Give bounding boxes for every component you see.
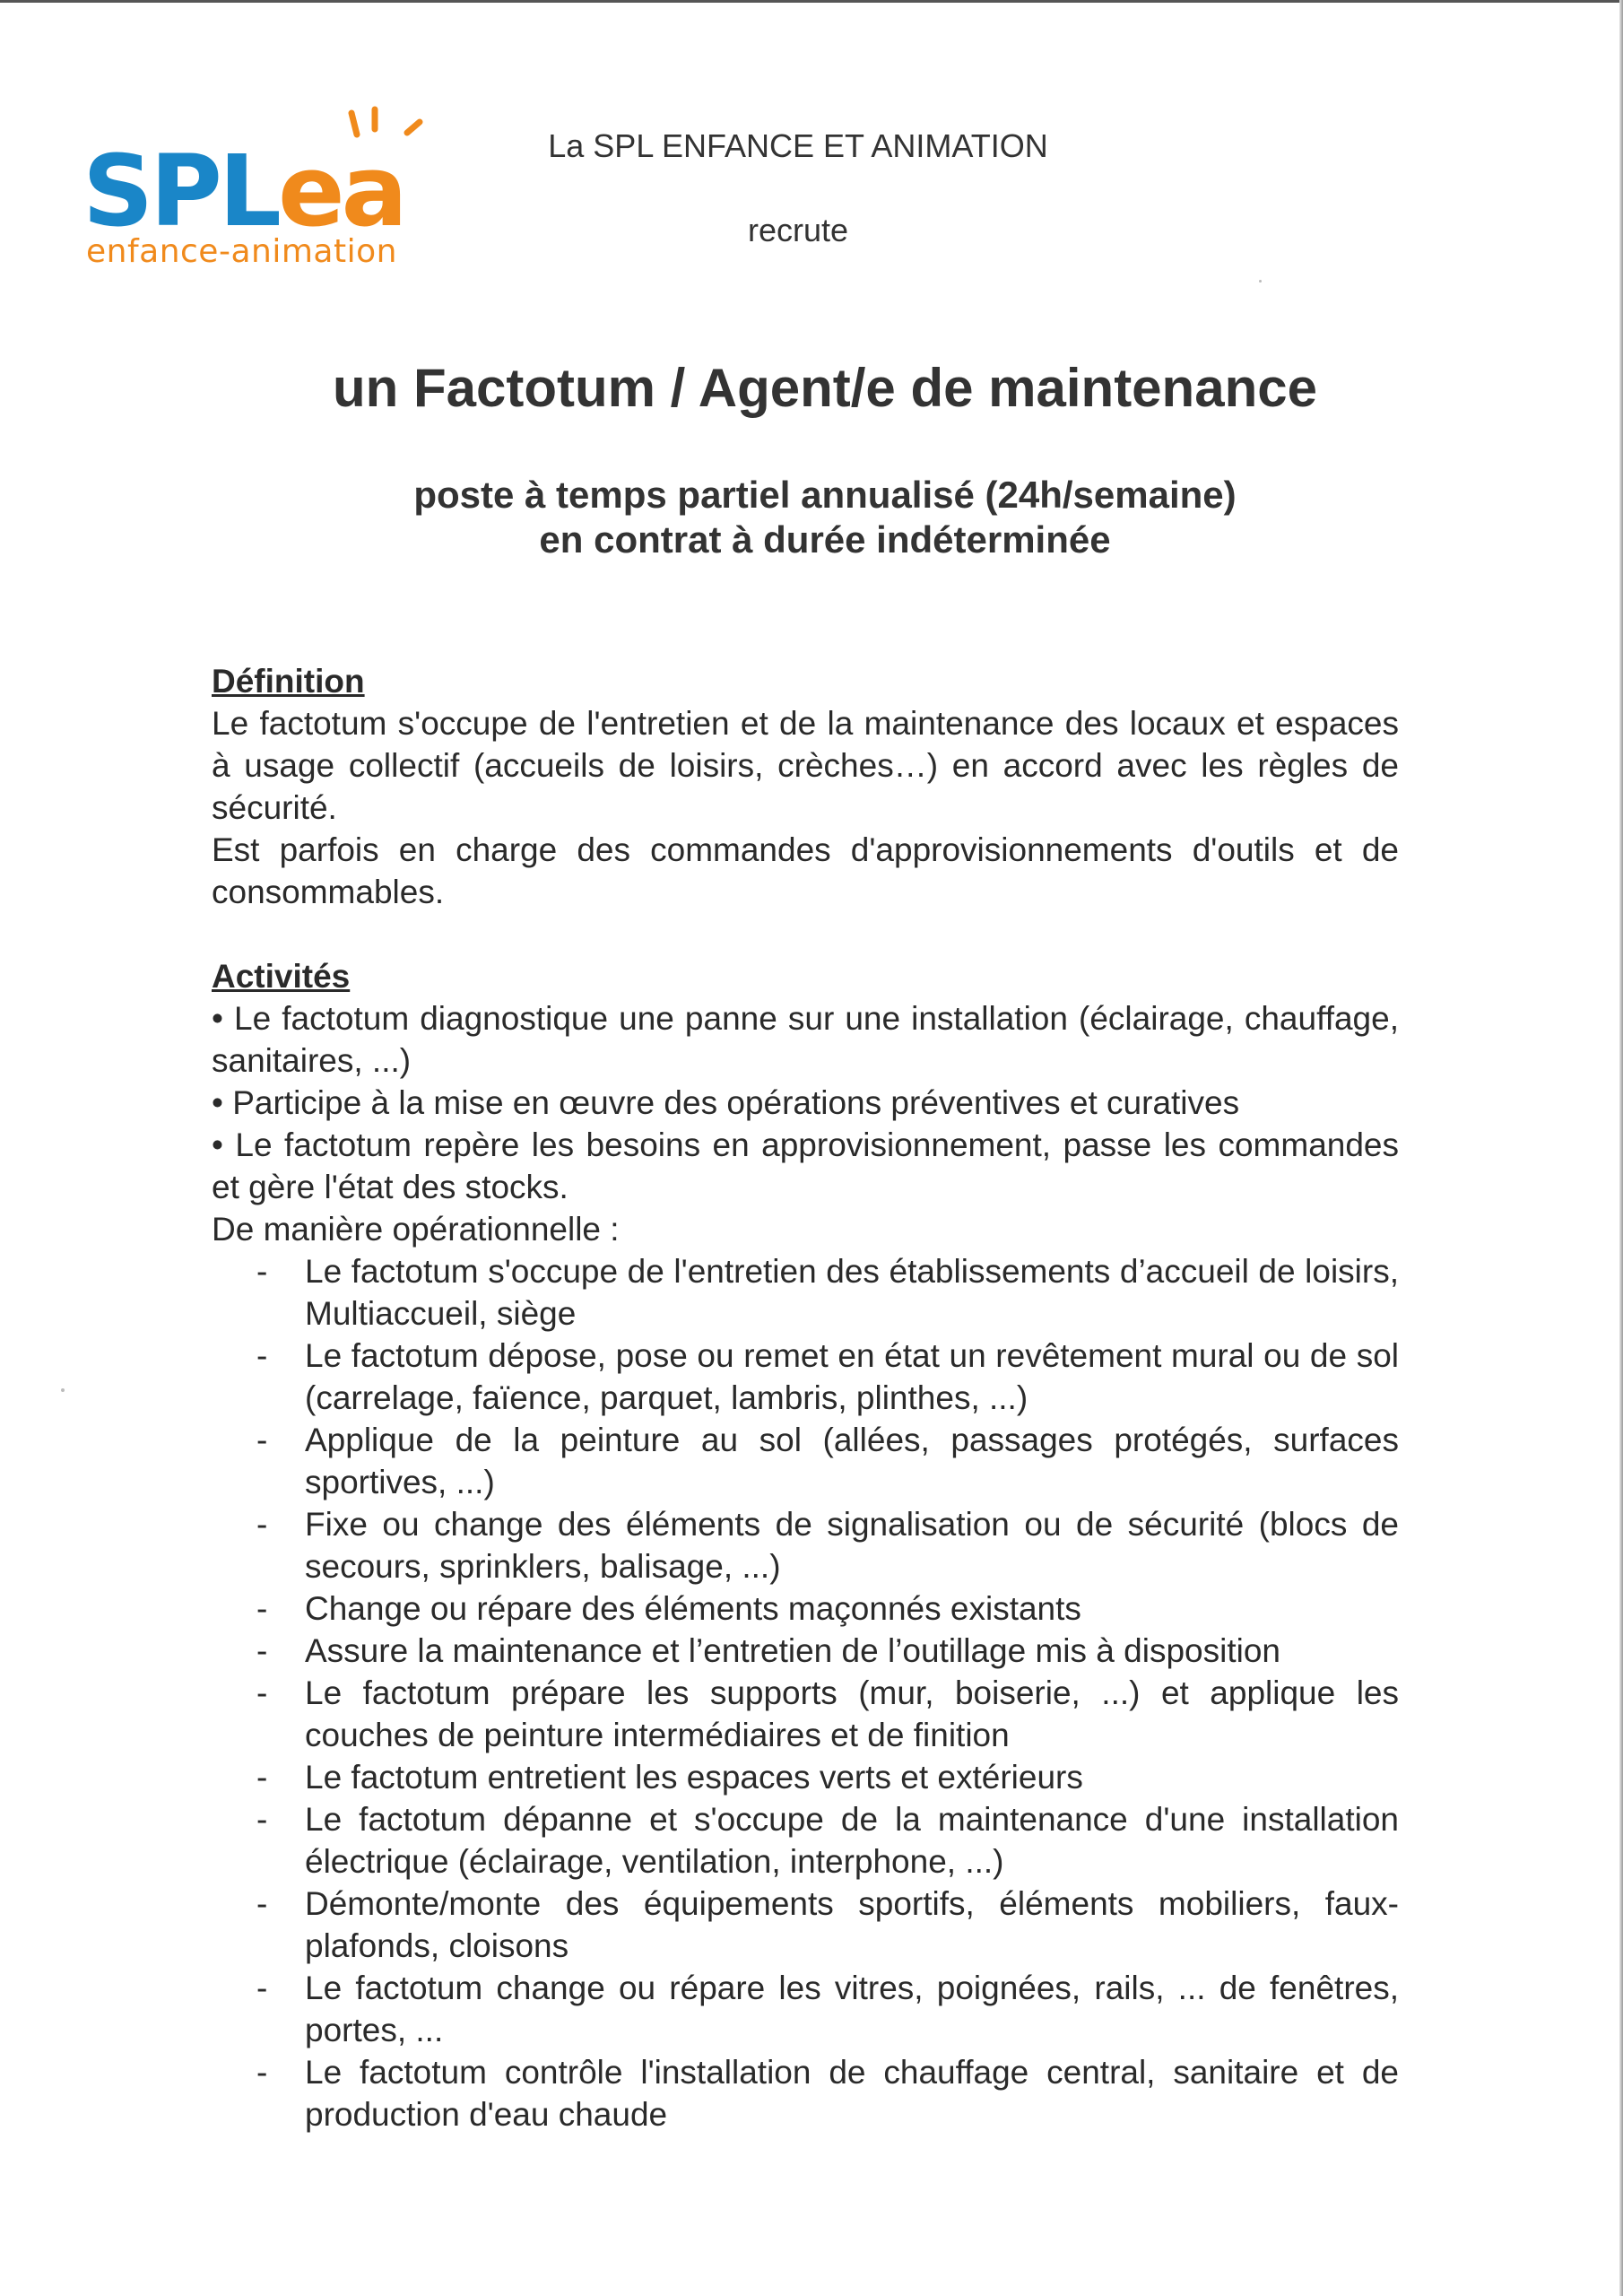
operational-task-list — [212, 1250, 1399, 2135]
definition-heading: Définition — [212, 663, 365, 700]
activity-bullet: • Le factotum repère les besoins en approvisionnement, passe les commandes et gère l'état des stocks. — [212, 1126, 1399, 1205]
activities-heading: Activités — [212, 958, 351, 995]
list-item: - Démonte/monte des équipements sportifs, éléments mobiliers, faux-plafonds, cloisons — [305, 1883, 1399, 1967]
section-gap — [212, 913, 1399, 955]
job-subtitle-line1: poste à temps partiel annualisé (24h/semaine) — [413, 474, 1237, 516]
list-item: - Assure la maintenance et l’entretien de l’outillage mis à disposition — [305, 1630, 1399, 1672]
recruits-label: recrute — [747, 212, 849, 248]
list-item: - Le factotum entretient les espaces verts et extérieurs — [305, 1756, 1399, 1798]
job-description — [212, 660, 1399, 2135]
definition-paragraph: Est parfois en charge des commandes d'approvisionnements d'outils et de consommables. — [212, 831, 1399, 910]
scan-top-edge — [0, 0, 1623, 3]
splea-logo — [82, 106, 432, 276]
job-title: un Factotum / Agent/e de maintenance — [333, 358, 1317, 418]
list-item: - Le factotum prépare les supports (mur, boiserie, ...) et applique les couches de peinture intermédiaires et de finition — [305, 1672, 1399, 1756]
logo-spl: SPL — [82, 134, 278, 248]
activity-bullet: • Participe à la mise en œuvre des opérations préventives et curatives — [212, 1084, 1240, 1121]
operational-intro: De manière opérationnelle : — [212, 1211, 620, 1248]
list-item: - Le factotum dépanne et s'occupe de la maintenance d'une installation électrique (éclairage, ventilation, interphone, ...) — [305, 1798, 1399, 1883]
scan-speck — [61, 1388, 65, 1392]
list-item: - Le factotum s'occupe de l'entretien des établissements d’accueil de loisirs, Multiaccueil, siège — [305, 1250, 1399, 1335]
organization-name: La SPL ENFANCE ET ANIMATION — [548, 127, 1048, 164]
list-item: - Change ou répare des éléments maçonnés existants — [305, 1587, 1399, 1630]
list-item: - Le factotum dépose, pose ou remet en état un revêtement mural ou de sol (carrelage, faïence, parquet, lambris, plinthes, ...) — [305, 1335, 1399, 1419]
list-item: - Le factotum contrôle l'installation de chauffage central, sanitaire et de production d'eau chaude — [305, 2051, 1399, 2135]
list-item: - Le factotum change ou répare les vitres, poignées, rails, ... de fenêtres, portes, ... — [305, 1967, 1399, 2051]
definition-paragraph: Le factotum s'occupe de l'entretien et de la maintenance des locaux et espaces à usage collectif (accueils de loisirs, crèches…) en accord avec les règles de sécurité. — [212, 705, 1399, 826]
list-item: - Fixe ou change des éléments de signalisation ou de sécurité (blocs de secours, sprinklers, balisage, ...) — [305, 1503, 1399, 1587]
scan-right-edge — [1619, 0, 1623, 2296]
activity-bullet: • Le factotum diagnostique une panne sur une installation (éclairage, chauffage, sanitaires, ...) — [212, 1000, 1399, 1079]
job-subtitle-line2: en contrat à durée indéterminée — [539, 518, 1111, 561]
logo-ea: ea — [277, 134, 404, 248]
list-item: - Applique de la peinture au sol (allées, passages protégés, surfaces sportives, ...) — [305, 1419, 1399, 1503]
scan-speck — [1259, 280, 1262, 283]
logo-wordmark — [82, 134, 404, 248]
logo-tagline: enfance-animation — [86, 233, 397, 270]
